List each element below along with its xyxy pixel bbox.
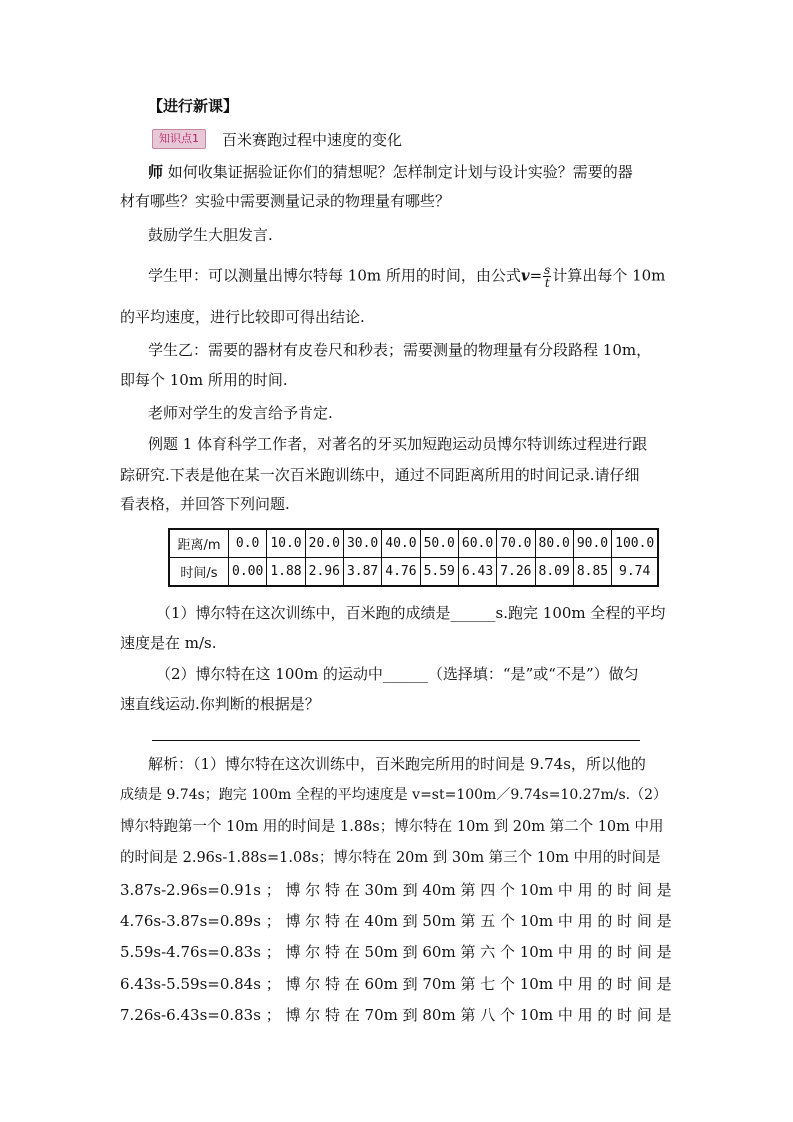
table-cell: 60.0	[458, 529, 496, 558]
table-cell: 6.43	[458, 558, 496, 587]
analysis-line: 6.43s-5.59s=0.84s ； 博 尔 特 在 60m 到 70m 第 七 个 10m 中 用 的 时 间 是	[120, 975, 672, 993]
student-a-line2: 的平均速度，进行比较即可得出结论.	[120, 308, 365, 326]
analysis-line: 7.26s-6.43s=0.83s ； 博 尔 特 在 70m 到 80m 第 八 个 10m 中 用 的 时 间 是	[120, 1006, 672, 1024]
analysis-line: 成绩是 9.74s；跑完 100m 全程的平均速度是 v=st=100m／9.74s=10.27m/s.（2）	[120, 787, 668, 803]
student-b-line1: 学生乙：需要的器材有皮卷尺和秒表；需要测量的物理量有分段路程 10m，	[148, 341, 652, 359]
table-cell: 7.26	[497, 558, 535, 587]
formula-denominator: t	[544, 276, 550, 290]
table-cell: 8.09	[535, 558, 573, 587]
teacher-text-1: 如何收集证据验证你们的猜想呢？怎样制定计划与设计实验？需要的器	[167, 163, 633, 181]
table-row	[169, 529, 658, 558]
analysis-line: 3.87s-2.96s=0.91s ； 博 尔 特 在 30m 到 40m 第 四 个 10m 中 用 的 时 间 是	[120, 881, 672, 899]
answer-divider-line	[152, 740, 640, 741]
table-cell: 9.74	[612, 558, 659, 587]
question2-line1: （2）博尔特在这 100m 的运动中______（选择填：“是”或“不是”）做匀	[156, 665, 639, 683]
table-cell: 20.0	[305, 529, 343, 558]
teacher-affirm-text: 老师对学生的发言给予肯定.	[148, 404, 333, 422]
student-a-after: 计算出每个 10m	[552, 266, 666, 285]
table-header-time: 时间/s	[169, 558, 229, 587]
table-cell: 40.0	[382, 529, 420, 558]
student-a-line1	[148, 264, 675, 289]
teacher-paragraph-line1	[148, 162, 675, 182]
table-cell: 5.59	[420, 558, 458, 587]
example-line3: 看表格，并回答下列问题.	[120, 495, 290, 513]
table-cell: 4.76	[382, 558, 420, 587]
analysis-line: 博尔特跑第一个 10m 用的时间是 1.88s；博尔特在 10m 到 20m 第二个 10m 中用	[120, 819, 664, 835]
analysis-line: 5.59s-4.76s=0.83s ； 博 尔 特 在 50m 到 60m 第 六 个 10m 中 用 的 时 间 是	[120, 943, 672, 961]
table-cell: 3.87	[343, 558, 381, 587]
student-a-before: 学生甲：可以测量出博尔特每 10m 所用的时间，由公式	[148, 266, 521, 285]
knowledge-point-badge: 知识点1	[152, 129, 206, 149]
table-header-distance: 距离/m	[169, 529, 229, 558]
table-cell: 8.85	[573, 558, 611, 587]
analysis-line: 的时间是 2.96s-1.88s=1.08s；博尔特在 20m 到 30m 第三个 10m 中用的时间是	[120, 850, 661, 866]
knowledge-point-title: 百米赛跑过程中速度的变化	[222, 131, 403, 149]
section-title: 【进行新课】	[148, 97, 239, 115]
analysis-line: 4.76s-3.87s=0.89s ； 博 尔 特 在 40m 到 50m 第 五 个 10m 中 用 的 时 间 是	[120, 912, 672, 930]
table-cell: 10.0	[267, 529, 305, 558]
table-cell: 0.00	[229, 558, 267, 587]
teacher-label: 师	[148, 163, 164, 181]
table-cell: 30.0	[343, 529, 381, 558]
formula-numerator: s	[544, 263, 551, 277]
table-cell: 100.0	[612, 529, 659, 558]
table-cell: 50.0	[420, 529, 458, 558]
data-table	[168, 528, 659, 587]
table-row	[169, 558, 658, 587]
analysis-line: 解析：（1）博尔特在这次训练中，百米跑完所用的时间是 9.74s，所以他的	[148, 755, 646, 773]
formula-eq: =	[529, 266, 543, 285]
example-line1: 例题 1 体育科学工作者，对著名的牙买加短跑运动员博尔特训练过程进行跟	[148, 435, 648, 453]
table-cell: 80.0	[535, 529, 573, 558]
encourage-text: 鼓励学生大胆发言.	[148, 226, 273, 244]
student-b-line2: 即每个 10m 所用的时间.	[120, 371, 288, 389]
table-cell: 2.96	[305, 558, 343, 587]
question2-line2: 速直线运动.你判断的根据是？	[120, 695, 320, 713]
question1-line1: （1）博尔特在这次训练中，百米跑的成绩是______s.跑完 100m 全程的平均	[156, 604, 666, 622]
example-line2: 踪研究.下表是他在某一次百米跑训练中，通过不同距离所用的时间记录.请仔细	[120, 466, 640, 484]
formula-fraction	[543, 264, 551, 289]
table-cell: 1.88	[267, 558, 305, 587]
formula-v: v	[520, 266, 530, 285]
table-cell: 70.0	[497, 529, 535, 558]
table-cell: 90.0	[573, 529, 611, 558]
table-cell: 0.0	[229, 529, 267, 558]
teacher-text-2: 材有哪些？实验中需要测量记录的物理量有哪些？	[120, 192, 451, 210]
question1-line2: 速度是在 m/s.	[120, 634, 217, 652]
